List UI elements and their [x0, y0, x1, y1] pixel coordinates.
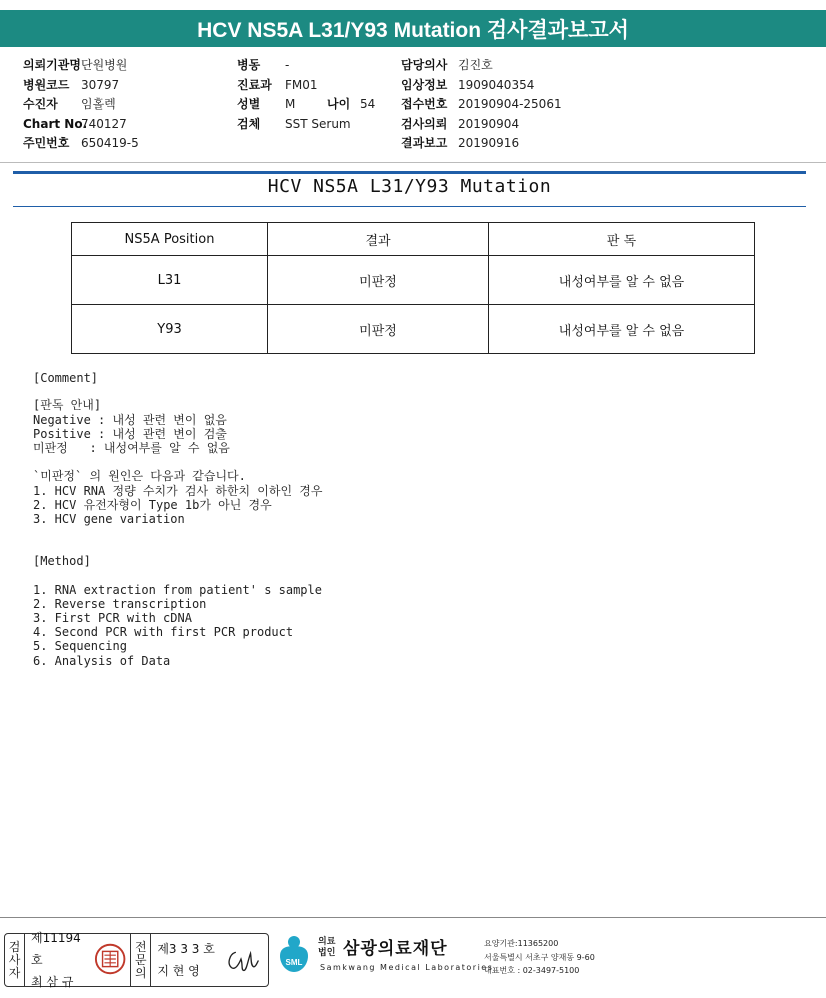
- sml-logo-icon: [272, 932, 316, 976]
- table-header-row: [72, 223, 755, 256]
- info-value: 단원병원: [81, 58, 128, 72]
- info-row: [237, 95, 375, 115]
- guide-line: 미판정 : 내성여부를 알 수 없음: [33, 441, 230, 455]
- specialist-label-text: 전문의: [135, 939, 147, 980]
- method-heading: [Method]: [33, 554, 91, 568]
- info-label: 임상정보: [401, 77, 448, 92]
- info-row: [401, 95, 562, 115]
- info-row: [23, 76, 139, 96]
- age-label: 나이: [327, 97, 351, 111]
- org-name: 삼광의료재단: [343, 939, 448, 959]
- info-row: [401, 134, 562, 154]
- cause-line: 1. HCV RNA 정량 수치가 검사 하한치 이하인 경우: [33, 484, 323, 498]
- patient-info-col3: [401, 56, 562, 154]
- patient-info-col2: [237, 56, 375, 134]
- title-bottom-rule: [13, 206, 806, 207]
- info-label: 진료과: [237, 77, 272, 92]
- specialist-cell: [151, 934, 218, 986]
- org-prefix: [318, 937, 335, 959]
- title-top-rule: [13, 171, 806, 174]
- info-value: 20190904: [458, 116, 520, 131]
- info-label: 병동: [237, 58, 261, 72]
- method-line: 6. Analysis of Data: [33, 654, 171, 668]
- column-header: NS5A Position: [72, 223, 268, 256]
- method-line: 5. Sequencing: [33, 639, 127, 653]
- contact-line: 대표번호 : 02-3497-5100: [484, 966, 580, 975]
- info-value: 30797: [81, 77, 120, 92]
- footer-divider: [0, 917, 826, 918]
- table-row: [72, 305, 755, 354]
- org-contact: [484, 937, 595, 978]
- contact-line: 서울특별시 서초구 양재동 9-60: [484, 952, 595, 962]
- info-label: 수진자: [23, 97, 58, 111]
- info-label: 병원코드: [23, 77, 70, 92]
- info-value: M: [285, 97, 296, 111]
- info-value: 740127: [81, 116, 127, 131]
- patient-info-col1: [23, 56, 139, 154]
- report-title: HCV NS5A L31/Y93 Mutation: [267, 176, 552, 197]
- info-row: [23, 115, 139, 135]
- tester-seal-icon: [94, 942, 126, 976]
- report-banner-title: HCV NS5A L31/Y93 Mutation 검사결과보고서: [197, 18, 629, 42]
- guide-line: Positive : 내성 관련 변이 검출: [33, 427, 227, 441]
- info-value: 650419-5: [81, 136, 139, 150]
- info-label: 접수번호: [401, 97, 448, 111]
- guide-heading: [판독 안내]: [33, 398, 102, 412]
- results-table: [71, 222, 755, 354]
- table-cell: 내성여부를 알 수 없음: [489, 256, 755, 305]
- cause-line: 2. HCV 유전자형이 Type 1b가 아닌 경우: [33, 498, 272, 512]
- info-value: -: [285, 58, 290, 72]
- contact-line: 요양기관:11365200: [484, 939, 559, 948]
- signature-box: [4, 933, 269, 987]
- info-value: 김진호: [458, 58, 493, 72]
- method-line: 2. Reverse transcription: [33, 597, 207, 611]
- specialist-signature-icon: [222, 940, 264, 980]
- info-row: [401, 115, 562, 135]
- report-banner: [0, 10, 826, 47]
- info-row: [237, 76, 375, 96]
- info-label: 주민번호: [23, 136, 70, 150]
- org-prefix-1: 의료: [318, 937, 336, 947]
- table-cell: 미판정: [268, 256, 489, 305]
- info-value: FM01: [285, 77, 318, 92]
- specialist-license-no: 제3 3 3 호: [157, 942, 215, 956]
- info-label: 담당의사: [401, 58, 448, 72]
- method-line: 1. RNA extraction from patient' s sample: [33, 583, 322, 597]
- info-row: [23, 95, 139, 115]
- info-label: 의뢰기관명: [23, 58, 81, 72]
- header-divider: [0, 162, 826, 163]
- table-cell: 내성여부를 알 수 없음: [489, 305, 755, 354]
- tester-name: 최 삼 규: [31, 975, 74, 989]
- org-prefix-2: 법인: [318, 948, 336, 958]
- info-value: 1909040354: [458, 77, 535, 92]
- info-value: 20190916: [458, 136, 520, 150]
- table-row: [72, 256, 755, 305]
- info-row: [401, 76, 562, 96]
- info-row: [237, 115, 375, 135]
- info-label: 검사의뢰: [401, 116, 448, 131]
- org-name-en: Samkwang Medical Laboratories: [320, 963, 494, 972]
- specialist-name: 지 현 영: [157, 964, 200, 978]
- cause-line: `미판정` 의 원인은 다음과 같습니다.: [33, 469, 246, 483]
- sml-logo-text: SML: [285, 958, 303, 967]
- info-label: Chart No.: [23, 116, 88, 131]
- method-line: 4. Second PCR with first PCR product: [33, 625, 294, 639]
- column-header: 판 독: [489, 223, 755, 256]
- table-cell: L31: [72, 256, 268, 305]
- info-row: [401, 56, 562, 76]
- info-value: SST Serum: [285, 116, 351, 131]
- info-row: [237, 56, 375, 76]
- tester-cell: [25, 931, 90, 989]
- age-value: 54: [360, 97, 376, 111]
- info-label: 성별: [237, 97, 261, 111]
- tester-label-text: 검사자: [8, 939, 21, 980]
- info-value: 임홀렉: [81, 97, 116, 111]
- comment-heading: [Comment]: [33, 371, 99, 385]
- tester-license-no: 제11194호: [31, 931, 81, 967]
- info-row: [23, 56, 139, 76]
- info-row: [23, 134, 139, 154]
- info-value: 20190904-25061: [458, 97, 562, 111]
- cause-line: 3. HCV gene variation: [33, 512, 185, 526]
- table-cell: Y93: [72, 305, 268, 354]
- guide-line: Negative : 내성 관련 변이 없음: [33, 413, 227, 427]
- column-header: 결과: [268, 223, 489, 256]
- method-line: 3. First PCR with cDNA: [33, 611, 192, 625]
- specialist-label: [130, 934, 151, 986]
- table-cell: 미판정: [268, 305, 489, 354]
- info-label: 검체: [237, 116, 261, 131]
- info-label: 결과보고: [401, 136, 448, 150]
- tester-label: [5, 934, 25, 986]
